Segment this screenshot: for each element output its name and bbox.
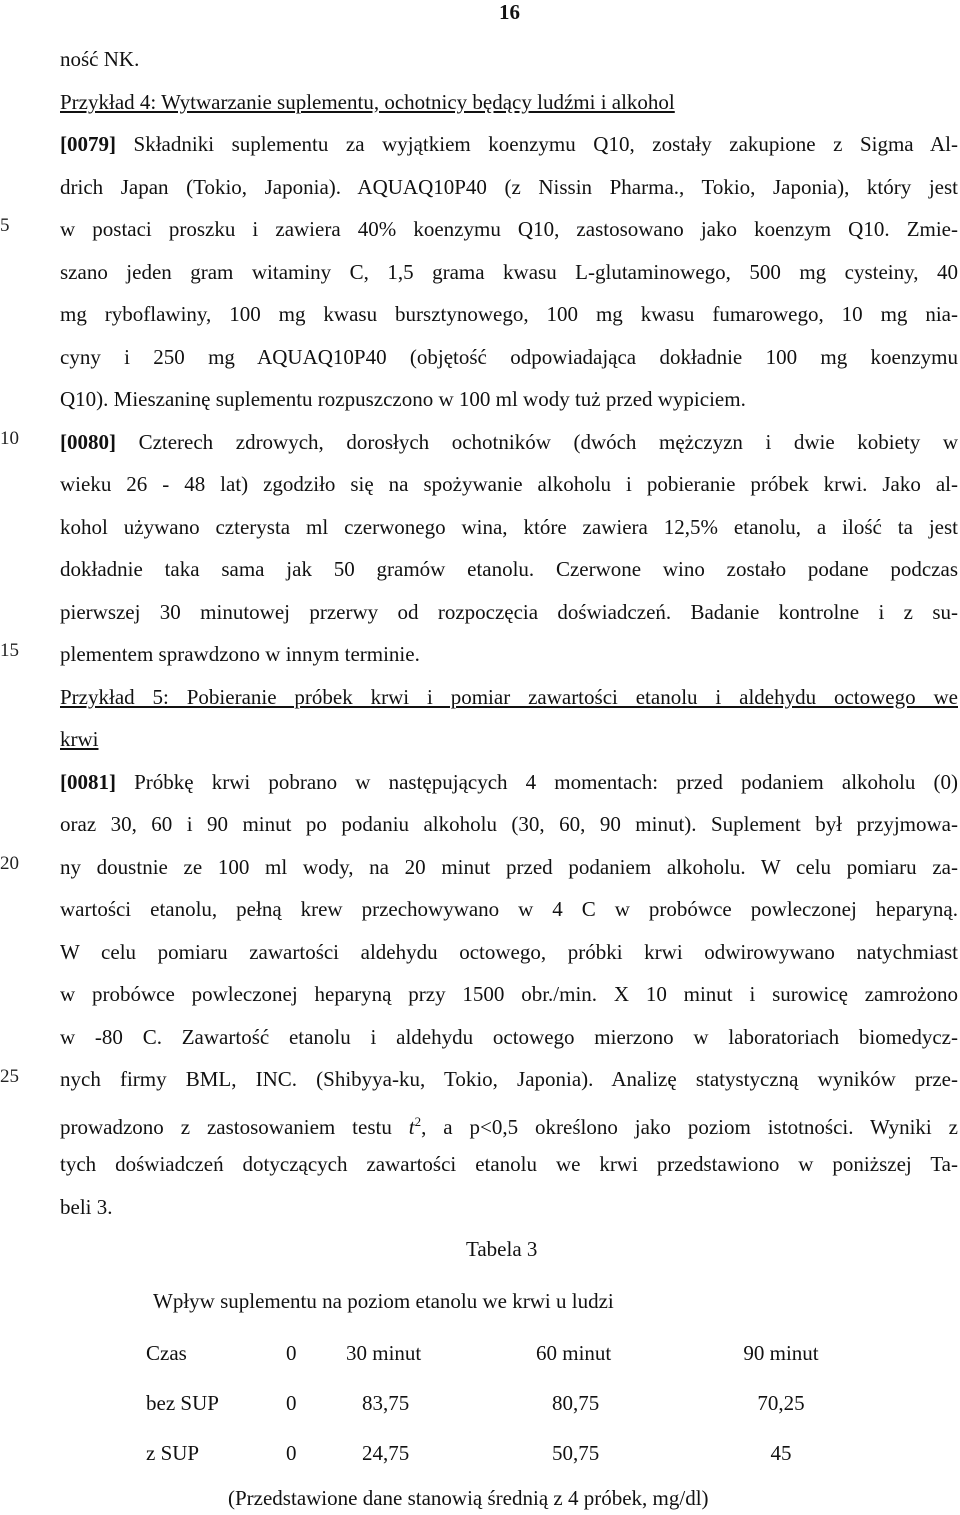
text-line: drich Japan (Tokio, Japonia). AQUAQ10P40 (z Nissin Pharma., Tokio, Japonia), który jest <box>60 174 958 199</box>
text-line: Q10). Mieszaninę suplementu rozpuszczono w 100 ml wody tuż przed wypiciem. <box>60 387 746 411</box>
text-line: cyny i 250 mg AQUAQ10P40 (objętość odpowiadająca dokładnie 100 mg koenzymu <box>60 344 958 369</box>
table-header-cell: 30 minut <box>346 1340 422 1365</box>
table-title: Wpływ suplementu na poziom etanolu we krwi u ludzi <box>153 1289 614 1313</box>
text-line: ny doustnie ze 100 ml wody, na 20 minut przed podaniem alkoholu. W celu pomiaru za- <box>60 854 958 879</box>
ethanol-table <box>146 1328 836 1478</box>
text-line: w -80 C. Zawartość etanolu i aldehydu octowego mierzono w laboratoriach biomedycz- <box>60 1024 958 1049</box>
section-heading-example-4: Przykład 4: Wytwarzanie suplementu, ochotnicy będący ludźmi i alkohol <box>60 89 675 114</box>
text-line: W celu pomiaru zawartości aldehydu octowego, próbki krwi odwirowywano natychmiast <box>60 939 958 964</box>
table-cell: 80,75 <box>552 1390 600 1415</box>
paragraph-0080-line: [0080] Czterech zdrowych, dorosłych ochotników (dwóch mężczyzn i dwie kobiety w <box>60 429 958 454</box>
text-line: dokładnie taka sama jak 50 gramów etanolu. Czerwone wino zostało podane podczas <box>60 557 958 581</box>
text-line: ność NK. <box>60 47 140 71</box>
table-header-cell: 90 minut <box>743 1340 819 1365</box>
table-cell: 0 <box>286 1390 297 1415</box>
line-number: 5 <box>0 215 10 236</box>
table-cell: 0 <box>286 1440 297 1465</box>
table-cell: 50,75 <box>552 1440 600 1465</box>
table-row <box>146 1378 836 1428</box>
text-line: wieku 26 - 48 lat) zgodziło się na spożywanie alkoholu i pobieranie próbek krwi. Jako al- <box>60 472 958 496</box>
paragraph-0081-line: [0081] Próbkę krwi pobrano w następujących 4 momentach: przed podaniem alkoholu (0) <box>60 769 958 794</box>
text-line: szano jeden gram witaminy C, 1,5 grama kwasu L-glutaminowego, 500 mg cysteiny, 40 <box>60 259 958 284</box>
table-cell: z SUP <box>146 1440 200 1465</box>
section-heading-example-5-cont: krwi <box>60 727 99 751</box>
text-line: nych firmy BML, INC. (Shibyya-ku, Tokio, Japonia). Analizę statystyczną wyników prze- <box>60 1067 958 1091</box>
line-number: 20 <box>0 853 19 874</box>
table-cell: 45 <box>770 1440 792 1465</box>
text-line: w probówce powleczonej heparyną przy 1500 obr./min. X 10 minut i surowicę zamrożono <box>60 982 958 1006</box>
table-header-row <box>146 1328 836 1378</box>
table-note: (Przedstawione dane stanowią średnią z 4 próbek, mg/dl) <box>228 1486 709 1510</box>
line-number: 10 <box>0 428 19 449</box>
table-row <box>146 1428 836 1478</box>
text-line: mg ryboflawiny, 100 mg kwasu bursztynowego, 100 mg kwasu fumarowego, 10 mg nia- <box>60 302 958 326</box>
text-line: pierwszej 30 minutowej przerwy od rozpoczęcia doświadczeń. Badanie kontrolne i z su- <box>60 599 958 624</box>
table-header-cell: 60 minut <box>536 1340 612 1365</box>
text-line: wartości etanolu, pełną krew przechowywano w 4 C w probówce powleczonej heparyną. <box>60 897 958 921</box>
text-line: beli 3. <box>60 1194 113 1219</box>
text-line: prowadzono z zastosowaniem testu $t^2$, a p<0,5 określono jako poziom istotności. Wyniki z <box>60 1113 958 1139</box>
table-header-cell: Czas <box>146 1340 187 1365</box>
page-number: 16 <box>499 0 520 24</box>
table-label: Tabela 3 <box>466 1237 538 1261</box>
text-line: w postaci proszku i zawiera 40% koenzymu Q10, zastosowano jako koenzym Q10. Zmie- <box>60 217 958 241</box>
text-line: kohol używano czterysta ml czerwonego wina, które zawiera 12,5% etanolu, a ilość ta jest <box>60 514 958 539</box>
line-number: 25 <box>0 1066 19 1087</box>
document-body <box>60 38 958 1228</box>
section-heading-example-5: Przykład 5: Pobieranie próbek krwi i pomiar zawartości etanolu i aldehydu octowego we <box>60 684 958 709</box>
text-line: tych doświadczeń dotyczących zawartości etanolu we krwi przedstawiono w poniższej Ta- <box>60 1152 958 1176</box>
paragraph-number: [0080] <box>60 429 116 454</box>
text-line: plementem sprawdzono w innym terminie. <box>60 642 420 666</box>
table-cell: 70,25 <box>757 1390 805 1415</box>
table-cell: bez SUP <box>146 1390 219 1415</box>
table-cell: 24,75 <box>362 1440 410 1465</box>
paragraph-0079-line: [0079] Składniki suplementu za wyjątkiem koenzymu Q10, zostały zakupione z Sigma Al- <box>60 132 958 156</box>
paragraph-number: [0081] <box>60 769 116 794</box>
table-cell: 83,75 <box>362 1390 410 1415</box>
paragraph-number: [0079] <box>60 132 116 156</box>
line-number: 15 <box>0 640 19 661</box>
text-line: oraz 30, 60 i 90 minut po podaniu alkoholu (30, 60, 90 minut). Suplement był przyjmowa- <box>60 812 958 836</box>
table-header-cell: 0 <box>286 1340 297 1365</box>
